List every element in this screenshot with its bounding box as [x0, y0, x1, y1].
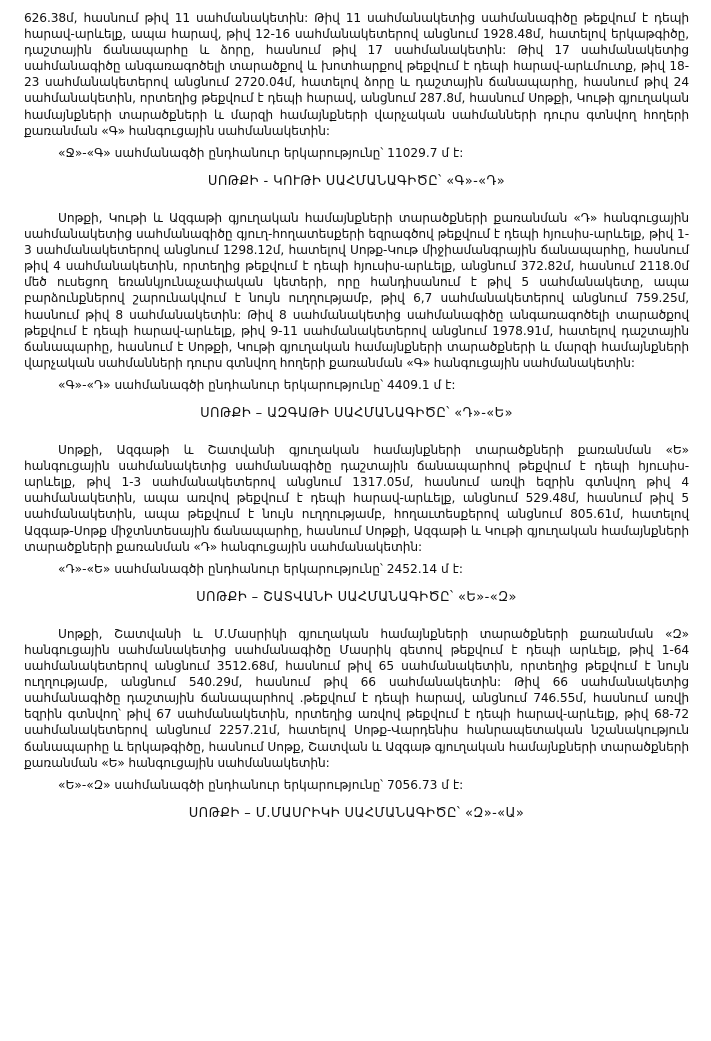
spacer	[24, 393, 689, 406]
boundary-length-ez: «Ե»-«Զ» սահմանագծի ընդհանուր երկարությունը՝ 7056.73 մ է:	[58, 777, 464, 792]
boundary-length-gg: «Ջ»-«Գ» սահմանագծի ընդհանուր երկարությունը՝ 11029.7 մ է:	[58, 145, 464, 160]
section-heading-sotq-azat: ՍՈԹՔԻ – ԱԶԳԱԹԻ ՍԱՀՄԱՆԱԳԻԾԸ՝ «Դ»-«Ե»	[200, 405, 513, 421]
section-heading-sotq-kuti: ՍՈԹՔԻ - ԿՈՒԹԻ ՍԱՀՄԱՆԱԳԻԾԸ՝ «Գ»-«Դ»	[207, 173, 506, 189]
section-heading-sotq-shatvan: ՍՈԹՔԻ – ՇԱՏՎԱՆԻ ՍԱՀՄԱՆԱԳԻԾԸ՝ «Ե»-«Զ»	[196, 589, 517, 605]
paragraph-sotq-kuti: Սոթքի, Կութի և Ազգաթի գյուղական համայնքների տարածքների քառանման «Դ» հանգուցային սահմանակետից սահմանագիծը գյուղ-հողատեսքերի եզրագծով թեքվում է դեպի հյուսիս-արևելք, թիվ 1-3 սահմանակետերով անցնում 1298.12մ, հատելով Սոթք-Կութ միջիամանգրային ճանապարհը, հասնում թիվ 4 սահմանակետին, որտեղից թեքվում է դեպի հյուսիս-արևելք, անցնում 372.82մ, հասնում 2118.0մ մեծ ուսեցող եռանկյունաչափական կետերի, որը հանդիսանում է թիվ 5 սահմանակետը, ապա բարձունքներով շարունակվում է նույն ուղղությամբ, թիվ 6,7 սահմանակետերով անցնում 759.25մ, հասնում թիվ 8 սահմանակետին: Թիվ 8 սահմանակետից սահմանագիծը անգառագոծելի տարածքով թեքվում է դեպի հարավ-արևելք, թիվ 9-11 սահմանակետերով անցնում 1978.91մ, հատելով դաշտային ճանապարհը, հասնում է Սոթքի, Կութի գյուղական համայնքների տարածքների և մարզի համայնքների վարչական սահմանների դուրս գտնվող հողերի քառանման «Գ» հանգուցային սահմանակետին:	[24, 210, 689, 370]
spacer	[24, 422, 689, 442]
spacer	[24, 161, 689, 174]
spacer	[24, 793, 689, 806]
spacer	[24, 190, 689, 210]
boundary-length-gd: «Գ»-«Դ» սահմանագծի ընդհանուր երկարությունը՝ 4409.1 մ է:	[58, 377, 456, 392]
section-heading-sotq-mmasrik: ՍՈԹՔԻ – Մ.ՄԱՍՐԻԿԻ ՍԱՀՄԱՆԱԳԻԾԸ՝ «Զ»-«Ա»	[188, 805, 525, 821]
paragraph-sotq-azat: Սոթքի, Ազգաթի և Շատվանի գյուղական համայնքների տարածքների քառանման «Ե» հանգուցային սահմանակետից սահմանագիծը դաշտային ճանապարհով թեքվում է դեպի հյուսիս-արևելք, թիվ 1-3 սահմանակետերով անցնում 1317.05մ, հասնում առվի եզրին գտնվող թիվ 4 սահմանակետին, ապա առվով թեքվում է դեպի հարավ-արևելք, անցնում 529.48մ, հասնում թիվ 5 սահմանակետին, ապա թեքվում է նույն ուղղությամբ, հողաւտեսքերով անցնում 805.61մ, հատելով Ազգաթ-Սոթք միջտնտեսային ճանապարհը, հասնում Սոթքի, Ազգաթի և Կութի գյուղական համայնքների տարածքների քառանման «Դ» հանգուցային սահմանակետին:	[24, 443, 689, 554]
spacer	[24, 606, 689, 626]
spacer	[24, 577, 689, 590]
paragraph-continued-top: 626.38մ, հասնում թիվ 11 սահմանակետին: Թիվ 11 սահմանակետից սահմանագիծը թեքվում է դեպի հարավ-արևելք, ապա հարավ, թիվ 12-16 սահմանակետերով անցնում 1928.48մ, հատելով երկաթգիծը, դաշտային ճանապարհը և ձորը, հասնում թիվ 17 սահմանակետին: Թիվ 17 սահմանակետից սահմանագիծը անգառագոծելի տարածքով և խոտհարքով թեքվում է դեպի հարավ-արևմուտք, թիվ 18-23 սահմանակետերով անցնում 2720.04մ, հատելով ձորը և դաշտային ճանապարհը, հասնում թիվ 24 սահմանակետին, որտեղից թեքվում է դեպի հարավ, անցնում 287.8մ, հասնում Սոթքի, Կութի գյուղական համայնքների տարածքների և մարզի համայնքների վարչական սահմանների դուրս գտնվող հողերի քառանման «Գ» հանգուցային սահմանակետին:	[24, 11, 689, 138]
paragraph-sotq-shatvan: Սոթքի, Շատվանի և Մ.Մասրիկի գյուղական համայնքների տարածքների քառանման «Զ» հանգուցային սահմանակետից սահմանագիծը Մասրիկ գետով թեքվում է դեպի արևելք, թիվ 1-64 սահմանակետերով անցնում 3512.68մ, հասնում թիվ 65 սահմանակետին, որտեղից թեքվում է նույն ուղղությամբ, անցնում 540.29մ, հասնում թիվ 66 սահմանակետին: Թիվ 66 սահմանակետից սահմանագիծը դաշտային ճանապարհով .թեքվում է դեպի հարավ, անցնում 746.55մ, հասնում առվի եզրին գտնվող՝ թիվ 67 սահմանակետին, որտեղից առվով թեքվում է դեպի հարավ-արևելք, թիվ 68-72 սահմանակետերով անցնում 2257.21մ, հատելով Սոթք-Վարդենիս հանրապետական նշանակություն ճանապարհը և երկաթգիծը, հասնում Սոթք, Շատվան և Ազգաթ գյուղական համայնքների տարածքների քառանման «Ե» հանգուցային սահմանակետին:	[24, 626, 689, 770]
boundary-length-de: «Դ»-«Ե» սահմանագծի ընդհանուր երկարությունը՝ 2452.14 մ է:	[58, 561, 463, 576]
